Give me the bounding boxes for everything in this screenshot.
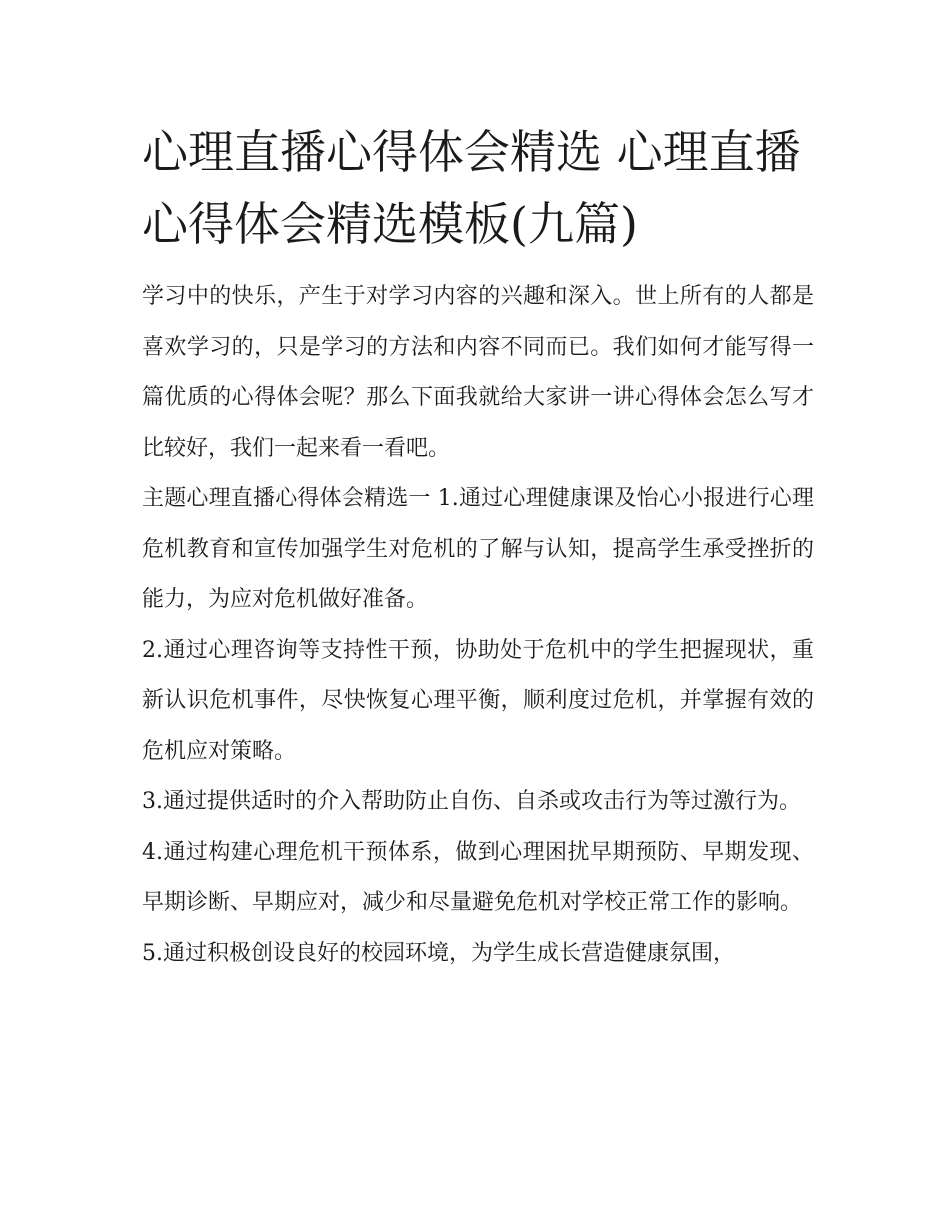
paragraph-item-5: 5.通过积极创设良好的校园环境，为学生成长营造健康氛围， xyxy=(142,940,735,966)
document-page xyxy=(142,116,814,979)
paragraph-item-4: 4.通过构建心理危机干预体系，做到心理困扰早期预防、早期发现、早期诊断、早期应对，减少和尽量避免危机对学校正常工作的影响。 xyxy=(142,839,814,915)
paragraph-item-1: 主题心理直播心得体会精选一 1.通过心理健康课及怡心小报进行心理危机教育和宣传加强学生对危机的了解与认知，提高学生承受挫折的能力，为应对危机做好准备。 xyxy=(142,486,814,612)
paragraph-intro: 学习中的快乐，产生于对学习内容的兴趣和深入。世上所有的人都是喜欢学习的，只是学习的方法和内容不同而已。我们如何才能写得一篇优质的心得体会呢？那么下面我就给大家讲一讲心得体会怎么写才比较好，我们一起来看一看吧。 xyxy=(142,284,814,461)
paragraph-item-3: 3.通过提供适时的介入帮助防止自伤、自杀或攻击行为等过激行为。 xyxy=(142,789,801,814)
document-title: 心理直播心得体会精选 心理直播心得体会精选模板(九篇) xyxy=(142,125,801,251)
paragraph-item-2: 2.通过心理咨询等支持性干预，协助处于危机中的学生把握现状，重新认识危机事件，尽快恢复心理平衡，顺利度过危机，并掌握有效的危机应对策略。 xyxy=(142,637,814,764)
